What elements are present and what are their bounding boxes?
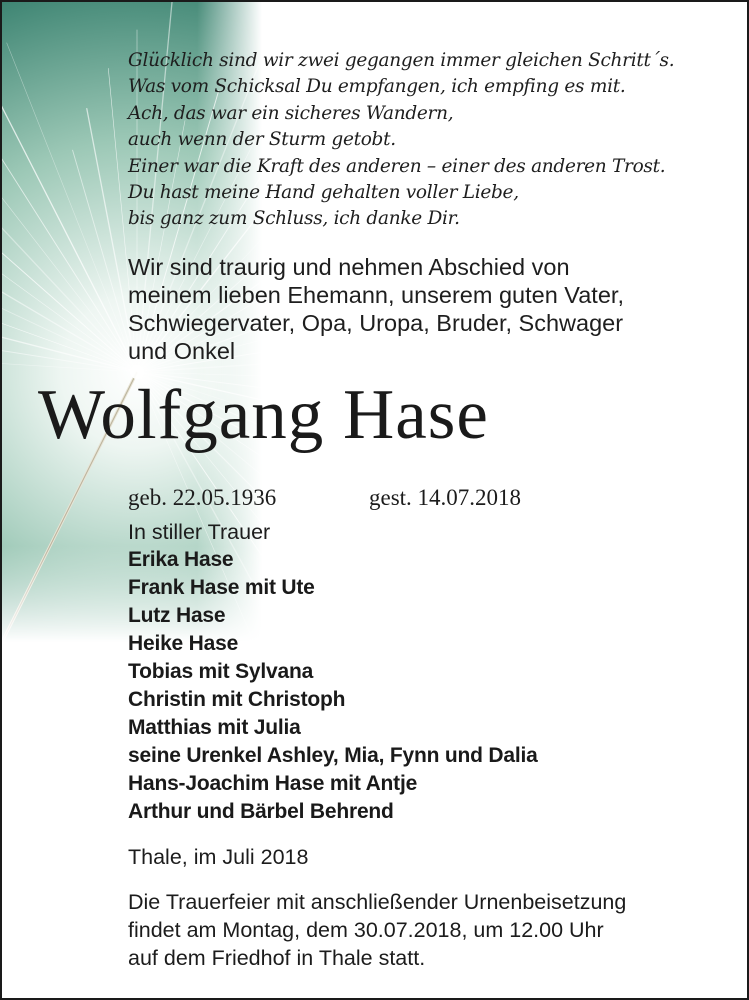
mourner-name: Heike Hase — [128, 632, 239, 655]
deceased-name: Wolfgang Hase — [38, 376, 489, 454]
funeral-info-line: findet am Montag, dem 30.07.2018, um 12.00 Uhr — [128, 918, 604, 942]
death-date: gest. 14.07.2018 — [369, 485, 522, 510]
poem — [128, 48, 674, 233]
mourner-name: Hans-Joachim Hase mit Antje — [128, 772, 418, 795]
funeral-info-line: Die Trauerfeier mit anschließender Urnenbeisetzung — [128, 890, 627, 914]
mourner-list — [128, 546, 538, 826]
poem-line: Einer war die Kraft des anderen – einer des anderen Trost. — [128, 155, 666, 177]
mourner-name: Christin mit Christoph — [128, 688, 346, 711]
farewell-line: meinem lieben Ehemann, unserem guten Vater, — [128, 282, 624, 308]
mourner-name: seine Urenkel Ashley, Mia, Fynn und Dalia — [128, 744, 538, 767]
farewell-line: und Onkel — [128, 338, 236, 364]
farewell-text — [128, 253, 728, 365]
mourner-name: Erika Hase — [128, 548, 234, 571]
mourning-label: In stiller Trauer — [128, 520, 271, 544]
mourner-name: Matthias mit Julia — [128, 716, 301, 739]
mourner-name: Arthur und Bärbel Behrend — [128, 800, 394, 823]
funeral-info — [128, 888, 738, 972]
poem-line: Was vom Schicksal Du empfangen, ich empfing es mit. — [128, 76, 626, 98]
poem-line: bis ganz zum Schluss, ich danke Dir. — [128, 208, 460, 230]
birth-date: geb. 22.05.1936 — [128, 485, 277, 510]
mourner-name: Lutz Hase — [128, 604, 226, 627]
funeral-info-line: auf dem Friedhof in Thale statt. — [128, 946, 426, 970]
poem-line: Du hast meine Hand gehalten voller Liebe, — [128, 182, 519, 204]
poem-line: auch wenn der Sturm getobt. — [128, 129, 396, 151]
farewell-line: Wir sind traurig und nehmen Abschied von — [128, 254, 570, 280]
place-and-date: Thale, im Juli 2018 — [128, 845, 309, 869]
poem-line: Ach, das war ein sicheres Wandern, — [128, 102, 454, 124]
farewell-line: Schwiegervater, Opa, Uropa, Bruder, Schwager — [128, 310, 624, 336]
life-dates — [128, 484, 728, 514]
mourner-name: Tobias mit Sylvana — [128, 660, 314, 683]
mourner-name: Frank Hase mit Ute — [128, 576, 315, 599]
poem-line: Glücklich sind wir zwei gegangen immer gleichen Schritt´s. — [128, 50, 675, 71]
